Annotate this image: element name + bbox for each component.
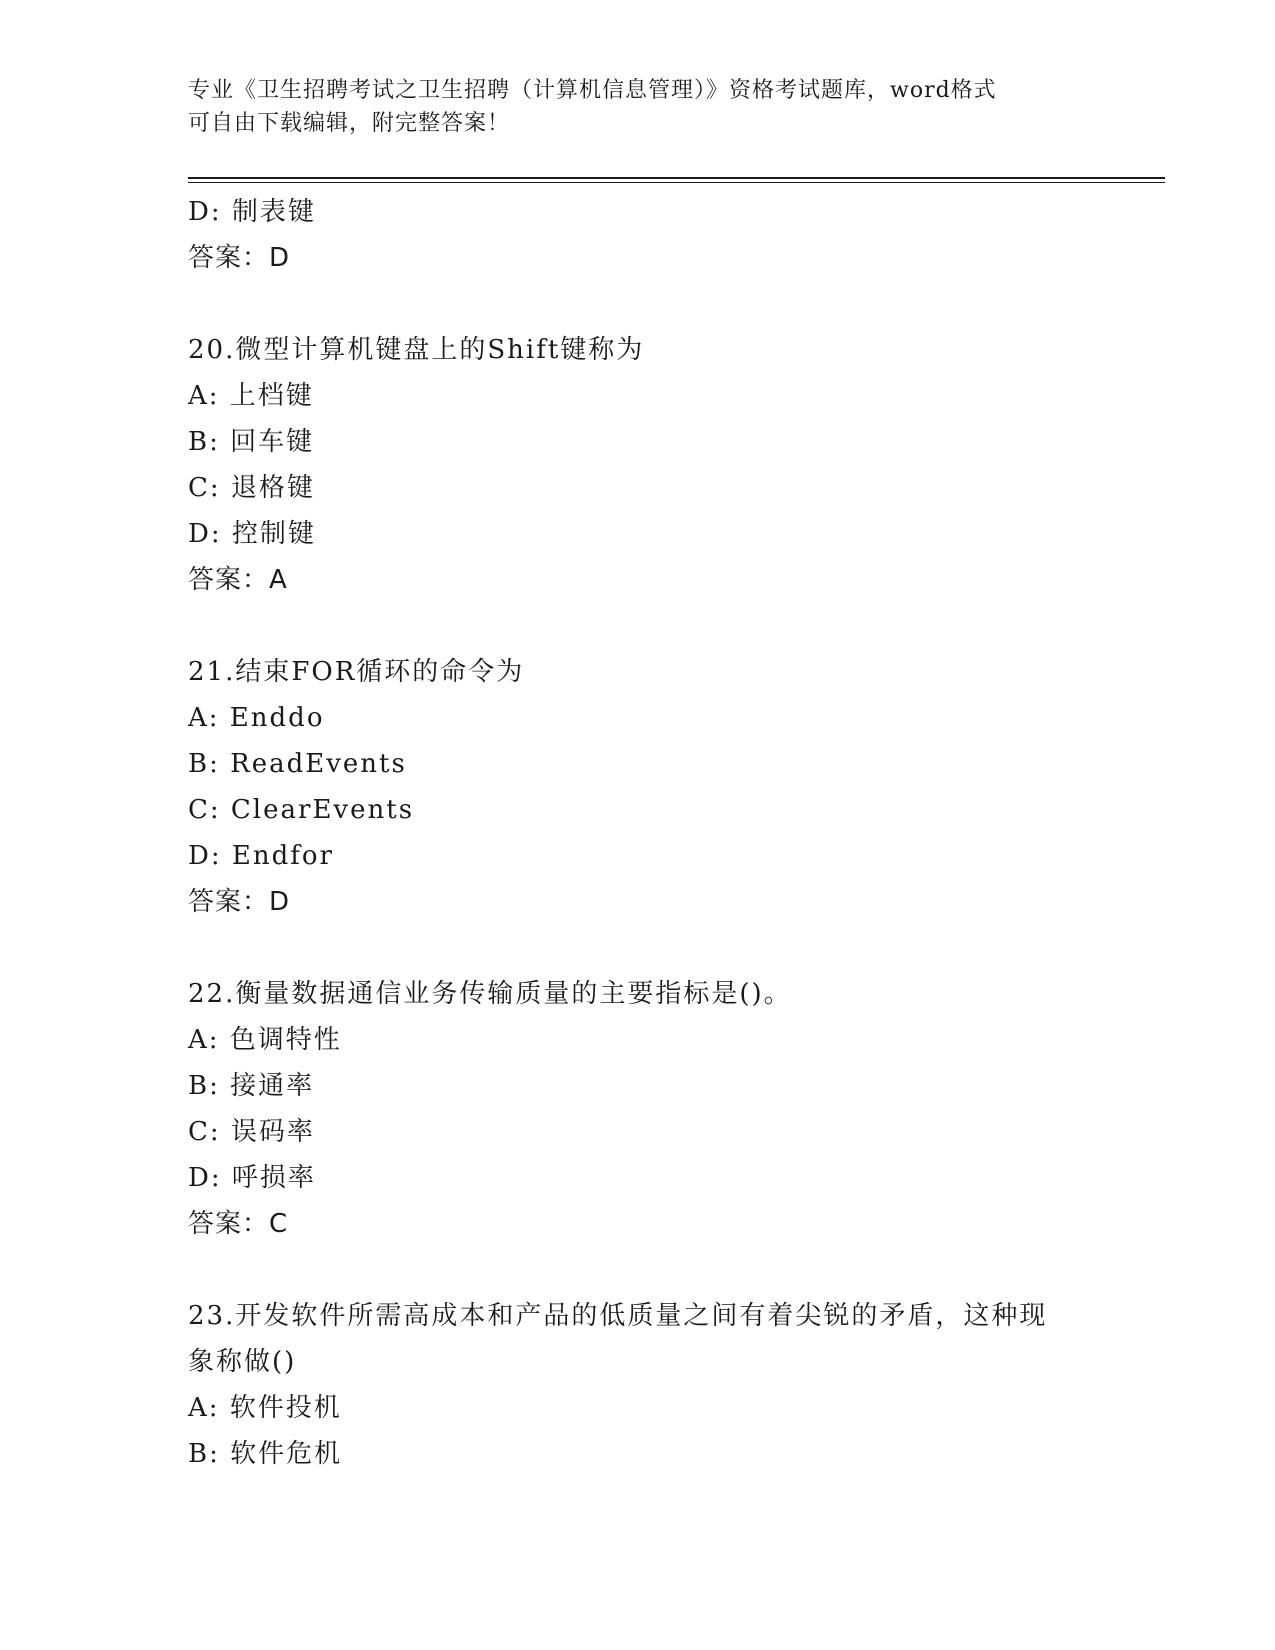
question-23 bbox=[188, 1293, 1088, 1477]
spacer bbox=[188, 925, 1088, 971]
question-title-line-2: 象称做() bbox=[188, 1347, 297, 1377]
option-d: D: 呼损率 bbox=[188, 1163, 316, 1193]
header-divider-thick bbox=[188, 177, 1165, 179]
answer-line: 答案：D bbox=[188, 243, 291, 273]
option-b: B: ReadEvents bbox=[188, 749, 407, 779]
question-title: 20.微型计算机键盘上的Shift键称为 bbox=[188, 335, 645, 365]
question-20 bbox=[188, 327, 1088, 603]
header-line-2: 可自由下载编辑，附完整答案！ bbox=[188, 111, 511, 136]
answer-line: 答案：C bbox=[188, 1209, 289, 1239]
option-b: B: 回车键 bbox=[188, 427, 315, 457]
question-title: 22.衡量数据通信业务传输质量的主要指标是()。 bbox=[188, 979, 792, 1009]
option-b: B: 接通率 bbox=[188, 1071, 315, 1101]
spacer bbox=[188, 1247, 1088, 1293]
question-title-line-1: 23.开发软件所需高成本和产品的低质量之间有着尖锐的矛盾，这种现 bbox=[188, 1301, 1048, 1331]
question-22 bbox=[188, 971, 1088, 1247]
option-c: C: 误码率 bbox=[188, 1117, 315, 1147]
header-line-1: 专业《卫生招聘考试之卫生招聘（计算机信息管理）》资格考试题库，word格式 bbox=[188, 78, 997, 103]
document-header bbox=[188, 74, 1088, 140]
question-21 bbox=[188, 649, 1088, 925]
option-a: A: Enddo bbox=[188, 703, 325, 733]
option-d: D: 控制键 bbox=[188, 519, 316, 549]
question-title: 21.结束FOR循环的命令为 bbox=[188, 657, 525, 687]
question-list bbox=[188, 189, 1088, 1477]
option-d: D: Endfor bbox=[188, 841, 334, 871]
option-a: A: 色调特性 bbox=[188, 1025, 342, 1055]
header-divider-thin bbox=[188, 182, 1165, 183]
option-c: C: ClearEvents bbox=[188, 795, 415, 825]
option-a: A: 软件投机 bbox=[188, 1393, 342, 1423]
spacer bbox=[188, 603, 1088, 649]
option-a: A: 上档键 bbox=[188, 381, 314, 411]
answer-line: 答案：D bbox=[188, 887, 291, 917]
option-c: C: 退格键 bbox=[188, 473, 315, 503]
spacer bbox=[188, 281, 1088, 327]
option-b: B: 软件危机 bbox=[188, 1439, 343, 1469]
answer-line: 答案：A bbox=[188, 565, 288, 595]
option-d: D: 制表键 bbox=[188, 197, 316, 227]
